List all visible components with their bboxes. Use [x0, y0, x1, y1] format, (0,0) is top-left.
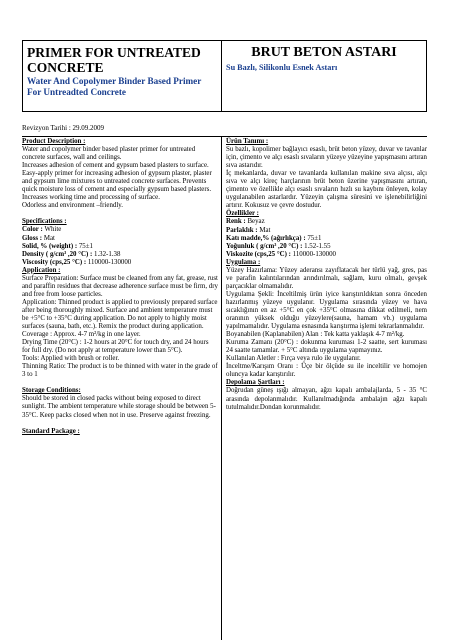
- spec-density: [22, 251, 218, 259]
- datasheet-page: [22, 40, 427, 640]
- spec-solid: [22, 243, 218, 251]
- product-description-heading-tr: Ürün Tanımı :: [226, 138, 269, 145]
- product-description-heading: Product Description :: [22, 138, 86, 145]
- spec-color-tr: [226, 218, 427, 226]
- spec-label: Renk :: [226, 218, 248, 226]
- spec-label: Katı madde,% (ağırlıkça) :: [226, 234, 308, 242]
- spec-value: 1.52-1.55: [304, 242, 331, 250]
- header-turkish: [222, 41, 426, 111]
- revision-date: Revizyon Tarihi : 29.09.2009: [22, 124, 105, 132]
- turkish-column: [222, 137, 427, 640]
- content-columns: [22, 136, 427, 640]
- specifications-heading: Specifications :: [22, 218, 67, 226]
- spec-label: Gloss :: [22, 234, 44, 242]
- spec-label: Color :: [22, 226, 45, 234]
- spec-value: 110000-130000: [87, 258, 132, 266]
- spec-value: Beyaz: [247, 218, 265, 226]
- subtitle-english: Water And Copolymer Binder Based Primer For Untreadted Concrete: [27, 76, 202, 97]
- storage-heading: Storage Conditions:: [22, 387, 81, 395]
- spec-color: [22, 226, 218, 234]
- specifications-heading-tr: Özellikler :: [226, 210, 259, 218]
- spec-value: Mat: [259, 226, 271, 234]
- spec-viscosity: [22, 259, 218, 267]
- spec-viscosity-tr: [226, 251, 427, 259]
- storage-text: Should be stored in closed packs without being exposed to direct sunlight. The ambient temperature while storage should be between 5-35°C. Keep packs closed when not in use. Preserve against freezing.: [22, 395, 216, 419]
- standard-package-heading: Standard Package :: [22, 427, 80, 435]
- application-heading-tr: Uygulama :: [226, 258, 261, 266]
- storage-heading-tr: Depolama Şartları :: [226, 379, 285, 387]
- storage-text-tr: Doğrudan güneş ışığı almayan, ağzı kapalı ambalajlarda, 5 - 35 °C arasında depolanmalıdır. Kullanılmadığında ambalajın ağzı kapalı tutulmalıdır.Dondan korunmalıdır.: [226, 387, 427, 411]
- application-text: Surface Preparation: Surface must be cleaned from any fat, grease, rust and paraffin residues that decrease adherence surface must be firm, dry and free from loose particles. Application: Thinned product is applied to previously prepared surface after being thoroughly mixed. Surface and ambient temperature must be +5°C to +35°C during application. Do not apply to highly moist surfaces (sauna, bath, etc.). Remix the product during application. Coverage : Approx. 4-7 m²/kg in one layer. Drying Time (20°C) : 1-2 hours at 20°C for touch dry, and 24 hours for full dry. (Do not apply at temperature lower than 5°C). Tools: Applied with brush or roller. Thinning Ratio: The product is to be thinned with water in the grade of 3 to 1: [22, 274, 218, 379]
- title-english: PRIMER FOR UNTREATED CONCRETE: [27, 45, 201, 75]
- spec-solid-tr: [226, 235, 427, 243]
- application-heading: Application :: [22, 266, 61, 274]
- header-english: [23, 41, 222, 111]
- spec-label: Density ( g/cm³ ,20 °C) :: [22, 250, 94, 258]
- spec-value: 110000-130000: [292, 250, 337, 258]
- spec-label: Parlaklık :: [226, 226, 260, 234]
- header: [22, 40, 427, 112]
- application-text-tr: Yüzey Hazırlama: Yüzey aderansı zayıflatacak her türlü yağ, gres, pas ve parafin kalıntılarından arındırılmalı, sağlam, kuru olmalı, gevşek parçacıklar olmamalıdır. Uygulama Şekli: İnceltilmiş ürün iyice karıştırıldıktan sonra önceden hazırlanmış yüzeye uygulanır. Uygulama sırasında yüzey ve hava sıcaklığının en az +5°C en çok +35°C olmasına dikkat edilmeli, nem oranının yüksek olduğu yüzeylere(sauna, hamam vb.) uygulama yapılmamalıdır. Uygulama esnasında karıştırma işlemi tekrarlanmalıdır. Boyanabilen (Kaplanabilen) Alan : Tek katta yaklaşık 4-7 m²/kg. Kuruma Zamanı (20°C) : dokunma kuruması 1-2 saatte, sert kuruması 24 saatte tamamlar. + 5°C altında uygulama yapmayınız. Kullanılan Aletler : Fırça veya rulo ile uygulanır. İnceltme/Karışım Oranı : Üçe bir ölçüde su ile inceltilir ve homojen oluncya kadar karıştırılır.: [226, 266, 427, 379]
- english-column: [22, 137, 222, 640]
- spec-label: Yoğunluk ( g/cm³ ,20 °C) :: [226, 242, 305, 250]
- product-description-text: Water and copolymer binder based plaster primer for untreated concrete surfaces, wall and ceilings. Increases adhesion of cement and gypsum based plasters to surface. Easy-apply primer for increasing adhesion of gypsum plaster, plaster and gypsum lime mixtures to untreated concrete surfaces. Prevents quick moisture loss of cement and especially gypsum based plasters. Increases working time and processing of surface. Odorless and environment –friendly.: [22, 146, 212, 210]
- product-description-text-tr: Su bazlı, kopolimer bağlayıcı esaslı, brüt beton yüzey, duvar ve tavanlar için, çimento ve alçı esaslı sıvaların yüzeye yüzeyine yapışmasını artıran sıva astarıdır. İç mekanlarda, duvar ve tavanlarda kullanılan makine sıva alçısı, alçı sıva ve alçı kireç harçlarının brüt beton üzerine yapışmasını artıran, çimento ve özellikle alçı esaslı sıvaların hızlı su kaybını önleyen, kolay uygulanabilen astarlardır. Yüzeyin çalışma süresini ve işlenebilirliğini artırır. Kokusuz ve çevre dostudur.: [226, 146, 427, 210]
- spec-value: 75±1: [78, 242, 93, 250]
- spec-gloss-tr: [226, 227, 427, 235]
- spec-label: Viscosity (cps,25 °C) :: [22, 258, 88, 266]
- spec-gloss: [22, 235, 218, 243]
- spec-value: Mat: [43, 234, 55, 242]
- spec-label: Viskozite (cps,25 °C) :: [226, 250, 293, 258]
- spec-value: 75±1: [307, 234, 322, 242]
- spec-value: White: [44, 226, 62, 234]
- subtitle-turkish: Su Bazlı, Silikonlu Esnek Astarı: [226, 63, 338, 72]
- spec-density-tr: [226, 243, 427, 251]
- title-turkish: BRUT BETON ASTARI: [251, 45, 397, 60]
- spec-label: Solid, % (weight) :: [22, 242, 79, 250]
- spec-value: 1.32-1.38: [94, 250, 121, 258]
